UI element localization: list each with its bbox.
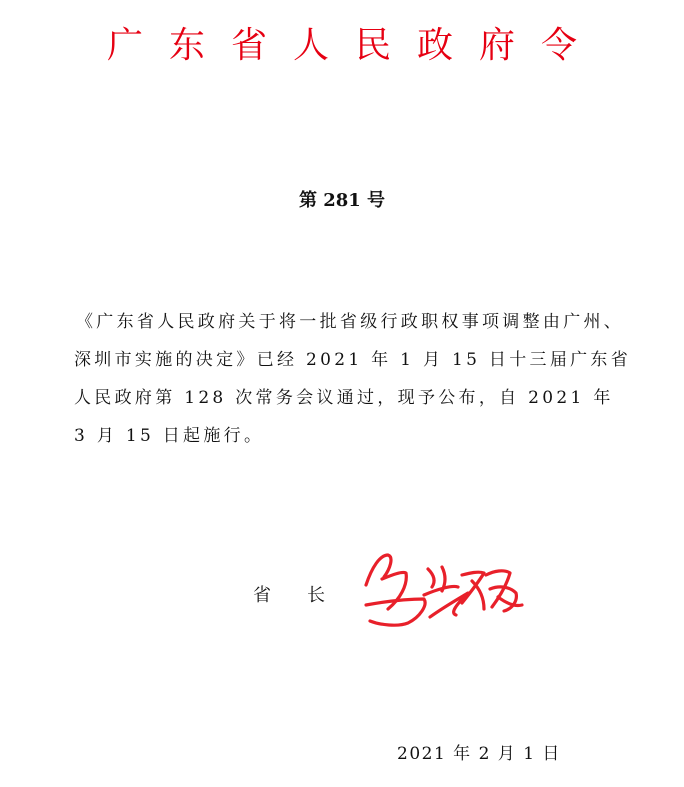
handwritten-signature — [358, 545, 528, 635]
order-number: 第 281 号 — [298, 190, 386, 211]
order-body-text: 《广东省人民政府关于将一批省级行政职权事项调整由广州、深圳市实施的决定》已经 2021 年 1 月 15 日十三届广东省人民政府第 128 次常务会议通过，现予公布，自 2021 年 3 月 15 日起施行。 — [74, 312, 632, 446]
signature-block — [253, 545, 553, 635]
issue-date: 2021 年 2 月 1 日 — [397, 744, 561, 764]
document-title: 广东省人民政府令 — [106, 25, 603, 66]
signatory-title: 省长 — [253, 585, 361, 606]
